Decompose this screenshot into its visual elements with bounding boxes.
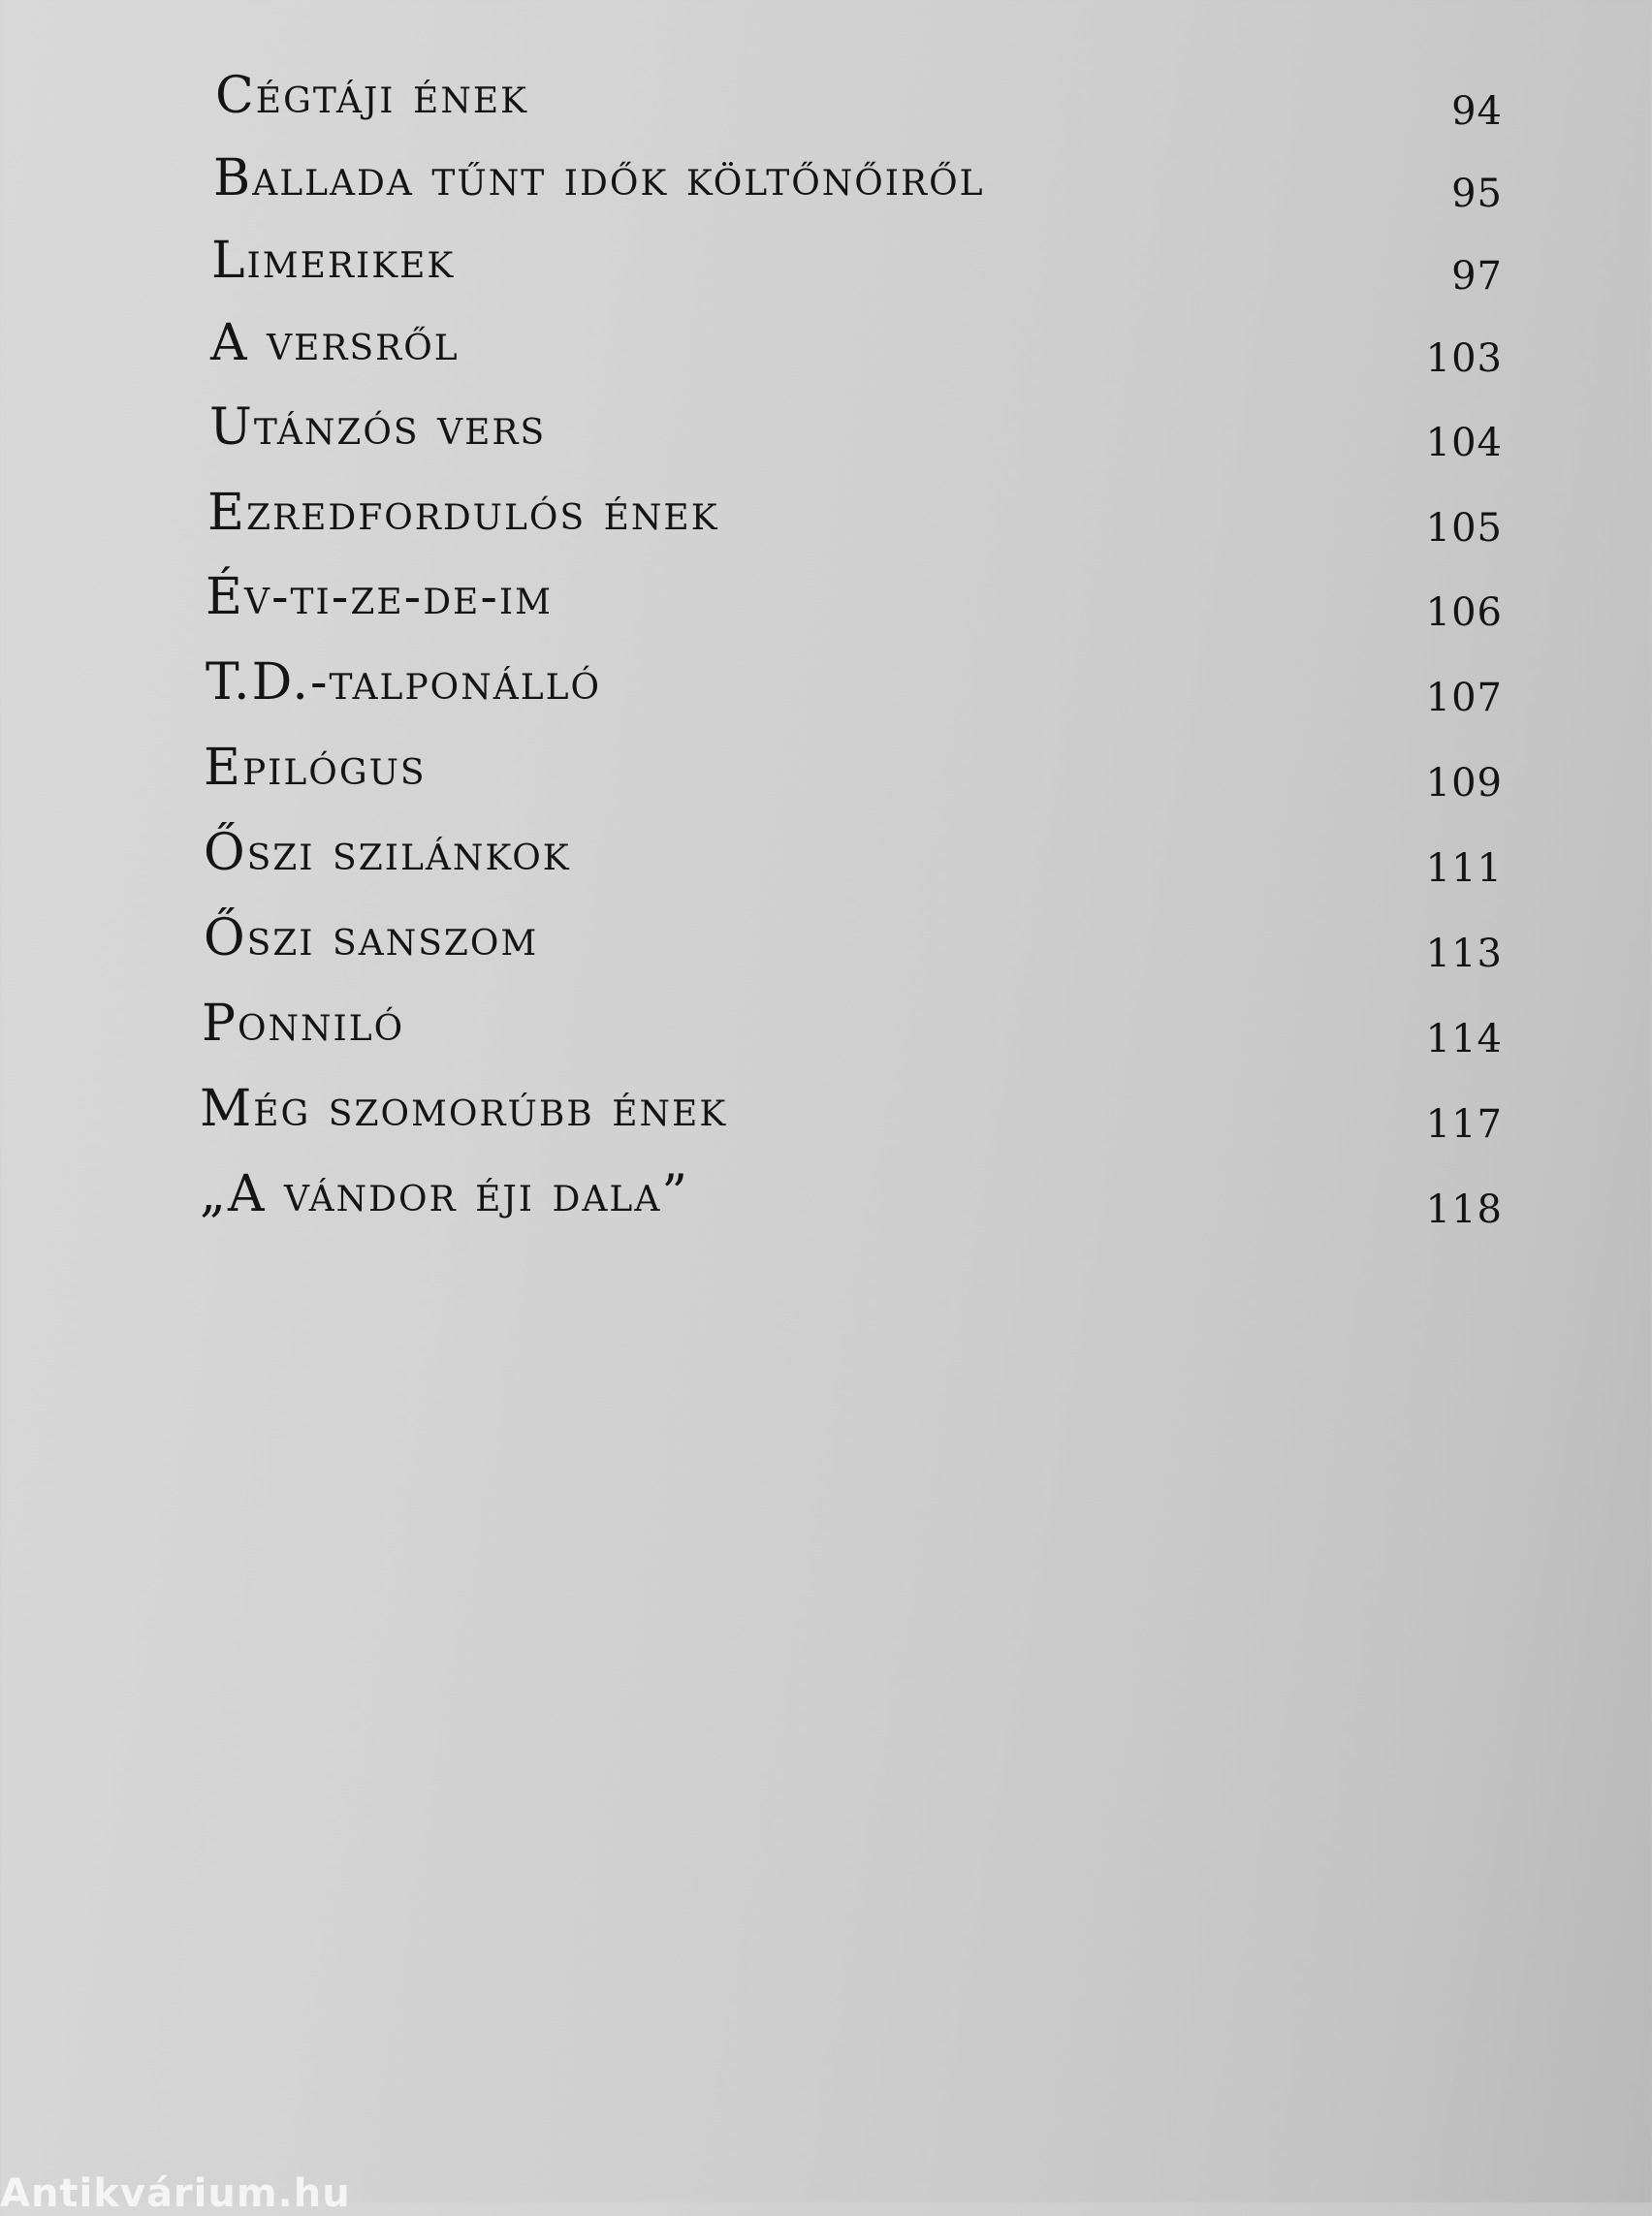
toc-entry-title: Ezredfordulós ének: [207, 484, 719, 542]
toc-entry-title: „A vándor éji dala”: [200, 1165, 689, 1223]
toc-entry-page: 94: [1451, 89, 1503, 134]
toc-entry-page: 118: [1425, 1187, 1503, 1232]
toc-entry-page: 113: [1425, 932, 1503, 976]
toc-entry-title: Cégtáji ének: [215, 67, 528, 125]
toc-entry-page: 117: [1425, 1102, 1503, 1147]
toc-entry: [194, 218, 1503, 299]
watermark: Antikvárium.hu: [0, 2171, 351, 2216]
toc-entry-page: 104: [1425, 421, 1503, 465]
toc-entry-title: Ponniló: [202, 995, 405, 1053]
toc-entry: [194, 470, 1503, 551]
toc-entry: [194, 53, 1503, 134]
toc-entry-page: 95: [1451, 172, 1503, 216]
toc-entry-title: Epilógus: [204, 739, 427, 797]
toc-entry-title: Utánzós vers: [209, 398, 547, 457]
toc-entry: [194, 1152, 1503, 1232]
toc-entry: [194, 810, 1503, 891]
toc-entry: [194, 1066, 1503, 1147]
toc-entry: [194, 301, 1503, 381]
toc-entry-title: Őszi sanszom: [204, 909, 539, 967]
toc-entry-page: 103: [1425, 336, 1503, 381]
toc-entry-page: 97: [1451, 254, 1503, 299]
toc-entry-page: 109: [1425, 761, 1503, 806]
toc-entry: [194, 896, 1503, 976]
toc-entry-page: 106: [1425, 590, 1503, 635]
toc-entry: [194, 725, 1503, 806]
toc-entry-title: A versről: [210, 314, 460, 372]
toc-entry: [194, 554, 1503, 635]
toc-entry: [194, 981, 1503, 1059]
toc-entry: [194, 385, 1503, 465]
toc-entry: [194, 136, 1503, 216]
toc-entry-page: 114: [1425, 1017, 1503, 1061]
toc-entry-title: Őszi szilánkok: [204, 824, 571, 882]
toc-entry-page: 111: [1425, 846, 1503, 891]
toc-entry-page: 107: [1425, 676, 1503, 720]
toc-entry-page: 105: [1425, 506, 1503, 551]
toc-entry-title: Év-ti-ze-de-im: [206, 568, 553, 626]
toc-entry-title: Limerikek: [211, 232, 456, 290]
toc-entry-title: Ballada tűnt idők költőnőiről: [213, 149, 985, 207]
toc-entry-title: Még szomorúbb ének: [200, 1080, 728, 1138]
toc-entry-title: T.D.-talponálló: [206, 653, 602, 712]
toc-entry: [194, 640, 1503, 720]
